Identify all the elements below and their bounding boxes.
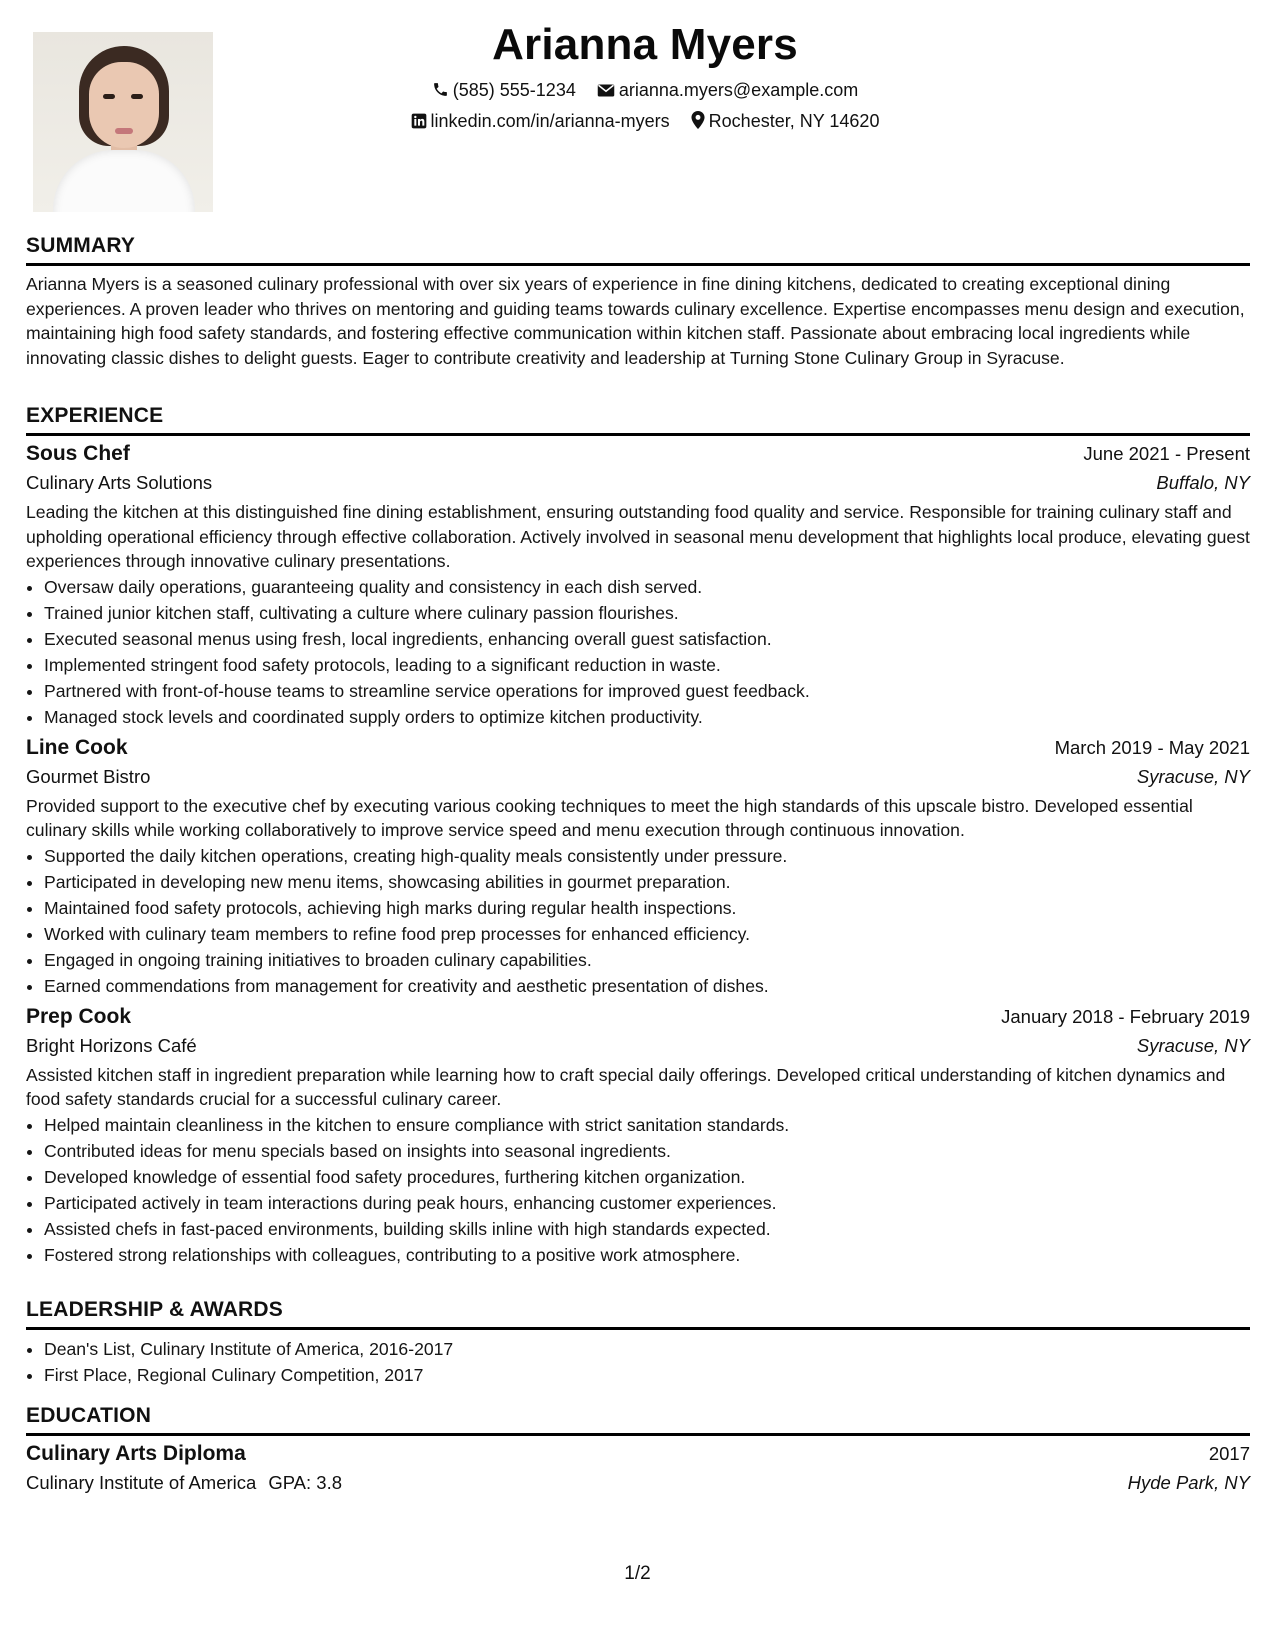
contact-row-1 [40,80,1250,103]
education-year: 2017 [1208,1443,1250,1464]
job-location: Buffalo, NY [1156,472,1250,493]
experience-section [26,404,1250,1268]
location-contact [691,111,880,134]
list-item: • Trained junior kitchen staff, cultivating a culture where culinary passion flourishes. [44,600,1250,626]
summary-section [26,234,1250,370]
list-item: • Worked with culinary team members to refine food prep processes for enhanced efficiency. [44,921,1250,947]
candidate-name: Arianna Myers [492,20,798,69]
email-contact[interactable] [597,80,858,103]
job-entry [26,1005,1250,1268]
job-bullets [26,574,1250,730]
list-item: • Engaged in ongoing training initiatives to broaden culinary capabilities. [44,947,1250,973]
gpa-text: GPA: 3.8 [268,1472,343,1493]
summary-text: Arianna Myers is a seasoned culinary professional with over six years of experience in fine dining kitchens, dedicated to creating exceptional dining experiences. A proven leader who thrives on mentoring and guiding teams towards culinary excellence. Expertise encompasses menu design and execution, maintaining high food safety standards, and fostering effective communication within kitchen staff. Passionate about embracing local ingredients while innovating classic dishes to delight guests. Eager to contribute creativity and leadership at Turning Stone Culinary Group in Syracuse. [26,274,1245,368]
awards-section [26,1298,1250,1388]
job-company: Culinary Arts Solutions [26,472,213,493]
list-item: • Dean's List, Culinary Institute of America, 2016-2017 [44,1336,1250,1362]
job-title: Line Cook [26,735,128,759]
job-entry [26,442,1250,730]
job-dates: January 2018 - February 2019 [1001,1005,1250,1027]
education-location: Hyde Park, NY [1127,1472,1250,1493]
list-item: • Implemented stringent food safety protocols, leading to a significant reduction in waste. [44,652,1250,678]
school-name: Culinary Institute of America [26,1472,257,1493]
linkedin-icon [411,113,427,134]
section-title-summary: SUMMARY [26,234,1250,266]
email-text: arianna.myers@example.com [618,80,859,100]
linkedin-text: linkedin.com/in/arianna-myers [430,111,670,131]
job-company: Gourmet Bistro [26,765,151,787]
list-item: • Maintained food safety protocols, achieving high marks during regular health inspections. [44,895,1250,921]
list-item: • First Place, Regional Culinary Competition, 2017 [44,1362,1250,1388]
job-title: Prep Cook [26,1004,132,1028]
list-item: • Developed knowledge of essential food safety procedures, furthering kitchen organization. [44,1164,1250,1190]
envelope-icon [597,82,615,103]
section-title-experience: EXPERIENCE [26,404,1250,436]
awards-list [26,1336,1250,1388]
list-item: • Contributed ideas for menu specials based on insights into seasonal ingredients. [44,1138,1250,1164]
list-item: • Oversaw daily operations, guaranteeing quality and consistency in each dish served. [44,574,1250,600]
list-item: • Executed seasonal menus using fresh, local ingredients, enhancing overall guest satisfaction. [44,626,1250,652]
phone-contact[interactable] [432,80,576,103]
job-description: Assisted kitchen staff in ingredient preparation while learning how to craft special daily offerings. Developed critical understanding of kitchen dynamics and food safety standards crucial for a successful culinary career. [26,1064,1226,1109]
job-bullets [26,1112,1250,1268]
education-section [26,1404,1250,1494]
job-company: Bright Horizons Café [26,1034,197,1056]
resume-header [26,0,1250,228]
list-item: • Earned commendations from management for creativity and aesthetic presentation of dishes. [44,973,1250,999]
degree-title: Culinary Arts Diploma [26,1442,246,1465]
job-title: Sous Chef [26,442,130,465]
linkedin-contact[interactable] [411,111,670,134]
job-entry [26,736,1250,999]
resume-page [26,0,1250,1493]
list-item: • Fostered strong relationships with colleagues, contributing to a positive work atmosphere. [44,1242,1250,1268]
list-item: • Managed stock levels and coordinated supply orders to optimize kitchen productivity. [44,704,1250,730]
job-location: Syracuse, NY [1136,765,1250,787]
list-item: • Helped maintain cleanliness in the kitchen to ensure compliance with strict sanitation standards. [44,1112,1250,1138]
section-title-awards: LEADERSHIP & AWARDS [26,1298,1250,1330]
job-description: Provided support to the executive chef by executing various cooking techniques to meet the high standards of this upscale bistro. Developed essential culinary skills while working collaboratively to improve service speed and menu execution through continuous innovation. [26,795,1193,840]
phone-icon [432,81,449,103]
contact-row-2 [40,111,1250,134]
job-location: Syracuse, NY [1136,1034,1250,1056]
job-dates: March 2019 - May 2021 [1054,736,1250,758]
list-item: • Partnered with front-of-house teams to streamline service operations for improved guest feedback. [44,678,1250,704]
job-bullets [26,843,1250,999]
section-title-education: EDUCATION [26,1404,1250,1436]
phone-text: (585) 555-1234 [452,80,576,100]
page-number: 1/2 [624,1563,651,1584]
job-description: Leading the kitchen at this distinguished fine dining establishment, ensuring outstanding food quality and service. Responsible for training culinary staff and upholding operational efficiency through effective collaboration. Actively involved in seasonal menu development that highlights local produce, elevating guest experiences through innovative culinary presentations. [26,502,1250,571]
location-text: Rochester, NY 14620 [708,111,880,131]
list-item: • Participated actively in team interactions during peak hours, enhancing customer experiences. [44,1190,1250,1216]
list-item: • Participated in developing new menu items, showcasing abilities in gourmet preparation. [44,869,1250,895]
job-dates: June 2021 - Present [1083,443,1250,464]
list-item: • Supported the daily kitchen operations, creating high-quality meals consistently under pressure. [44,843,1250,869]
map-pin-icon [691,111,705,134]
list-item: • Assisted chefs in fast-paced environments, building skills inline with high standards expected. [44,1216,1250,1242]
